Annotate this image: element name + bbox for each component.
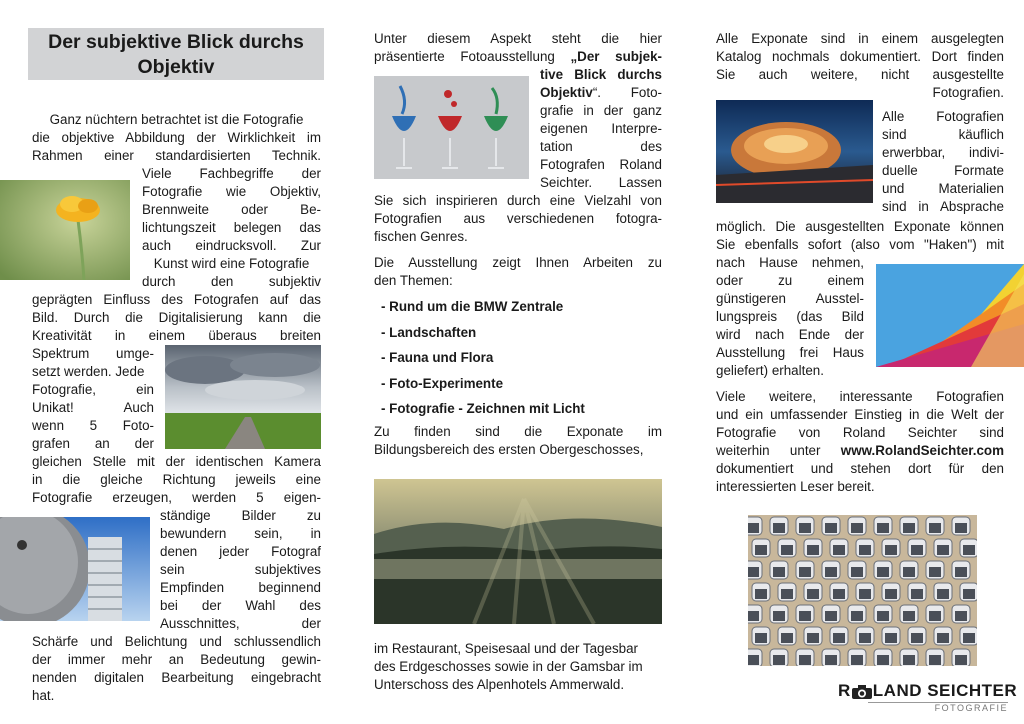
col2-text-line: Die Ausstellung zeigt Ihnen Arbeiten zu [374,255,662,270]
col2-text-line: im Restaurant, Speisesaal und der Tagesbar [374,641,638,656]
col1-text-line: Rahmen einer standardisierten Technik. [32,148,321,163]
col1-text-line: Bild. Durch die Digitalisierung kann die [32,310,321,325]
photo-bmw-welt-night [716,100,873,203]
col3-text-line: nach Hause nehmen, [716,255,864,270]
col1-text-line: setzt werden. Jede [32,364,145,379]
col1-text-line: gleichen Stelle mit der identischen Kamera [32,454,321,469]
col3-text-line: Sie auch weitere, nicht ausgestellte [716,67,1004,82]
exhibition-title: „Der subjek- [570,49,662,64]
photo-misty-forest [374,479,662,624]
col2-text-line: Fotografien aus verschiedenen fotogra- [374,211,662,226]
col1-text-line: der immer mehr an Bedeutung gewin- [32,652,321,667]
col3-text-line: möglich. Die ausgestellten Exponate können [716,219,1004,234]
col1-text-line: denen jeder Fotograf [160,544,321,559]
col1-text-line: Unikat! Auch [32,400,154,415]
col3-text-line: sind käuflich [882,127,1004,142]
col3-text-line: erwerbbar, indivi- [882,145,1004,160]
col1-text-line: durch den subjektiv [142,274,321,289]
col3-text-line: günstigeren Ausstel- [716,291,864,306]
col1-text-line: Fotografie erzeugen, werden 5 eigen- [32,490,321,505]
col3-text-line: wird nach Ende der [716,327,864,342]
theme-item: - Fauna und Flora [381,350,494,365]
col3-text-line: Fotografien. [932,85,1004,100]
col1-text-line: Brennweite oder Be- [142,202,321,217]
col3-text-line: Viele weitere, interessante Fotografien [716,389,1004,404]
col1-text-line: sein subjektives [160,562,321,577]
text-span: präsentierte Fotoausstellung [374,49,571,64]
col1-text-line: Schärfe und Belichtung und schlussendlich [32,634,321,649]
col3-text-line: Sie ebenfalls sofort (also vom "Haken") mit [716,237,1004,252]
col3-text-line: und Materialien [882,181,1004,196]
col2-text-line: des Erdgeschosses sowie in der Gamsbar im [374,659,643,674]
col3-text-line: Alle Exponate sind in einem ausgelegten [716,31,1004,46]
col1-text-line: in die gleiche Richtung jeweils eine [32,472,321,487]
col1-text-line: Spektrum umge- [32,346,154,361]
roland-seichter-logo: R LAND SEICHTER FOTOGRAFIE [838,681,1018,713]
col1-text-line: ständige Bilder zu [160,508,321,523]
website-link[interactable]: www.RolandSeichter.com [840,443,1004,458]
exhibition-title: Objektiv [540,85,593,100]
col2-text-line: Zu finden sind die Exponate im [374,424,662,439]
col3-text-line: und ein umfassender Einstieg in die Welt der [716,407,1004,422]
col3-text-line: Fotografie von Roland Seichter sind [716,425,1004,440]
col3-text-line [716,442,1004,460]
theme-item: - Landschaften [381,324,477,340]
photo-colorful-umbrella [876,264,1024,367]
col3-text-line: Ausstellung frei Haus [716,345,864,360]
col2-text-line: Unter diesem Aspekt steht die hier [374,31,662,46]
col2-text-line: tation des [540,139,662,154]
col1-text-line: wenn 5 Foto- [32,418,154,433]
photo-bmw-tower [0,517,150,621]
col2-text-line: tive Blick durchs [540,67,662,82]
col1-text-line: hat. [32,688,55,703]
col1-text-line: nenden digitalen Bearbeitung eingebracht [32,670,321,685]
col2-text-line: fischen Genres. [374,229,468,244]
col2-text-line: Seichter. Lassen [540,175,662,190]
col1-text-line: auch eindrucksvoll. Zur [142,238,321,253]
col1-text-line: Ganz nüchtern betrachtet ist die Fotografie [49,112,304,127]
col3-text-line: dokumentiert und stehen dort für den [716,461,1004,476]
col1-text-line: Ausschnittes, der [160,616,321,631]
col1-text-line: lichtungszeit belegen das [142,220,321,235]
col3-text-line: lungspreis (das Bild [716,309,864,324]
theme-item: - Fotografie - Zeichnen mit Licht [381,401,585,416]
photo-beach-chairs [748,515,977,666]
col3-text-line: interessierten Leser bereit. [716,479,875,494]
theme-item: - Rund um die BMW Zentrale [381,299,564,314]
col2-text-line: Fotografen Roland [540,157,662,172]
photo-cloudy-road [165,345,321,449]
photo-wine-glasses [374,76,529,179]
photo-yellow-flower [0,180,130,280]
col2-text-line: Sie sich inspirieren durch eine Vielzahl von [374,193,662,208]
col3-text-line: Katalog nochmals dokumentiert. Dort finden [716,49,1004,64]
col2-text-line: eigenen Interpre- [540,121,662,136]
camera-icon [852,684,872,698]
col2-text-line: grafie in der ganz [540,103,662,118]
col2-text-line: Unterschoss des Alpenhotels Ammerwald. [374,677,625,692]
col1-text-line: Kreativität in einem überaus breiten [32,328,321,343]
col1-text-line: bei der Wahl des [160,598,321,613]
col2-text-line: Bildungsbereich des ersten Obergeschosses, [374,442,644,457]
col1-text-line: Fotografie, ein [32,382,154,397]
theme-item: - Foto-Experimente [381,375,504,391]
col2-text-line: den Themen: [374,273,453,288]
col3-text-line: Alle Fotografien [882,109,1004,124]
col2-text-line [374,48,662,66]
col2-text-line [540,84,662,102]
col3-text-line: duelle Formate [882,163,1004,178]
col1-text-line: Viele Fachbegriffe der [142,166,321,181]
col1-text-line: die objektive Abbildung der Wirklichkeit im [32,130,321,145]
col1-text-line: Empfinden beginnend [160,580,321,595]
col3-text-line: sind in Absprache [882,199,1004,214]
col1-text-line: grafen an der [32,436,154,451]
page-title: Der subjektive Blick durchs Objektiv [28,28,324,80]
col3-text-line: geliefert) erhalten. [716,363,824,378]
col1-text-line: geprägten Einfluss des Fotografen auf das [32,292,321,307]
col1-text-line: Fotografie wie Objektiv, [142,184,321,199]
col1-text-line: Kunst wird eine Fotografie [153,256,310,271]
col1-text-line: bewundern sein, in [160,526,321,541]
text-span: weiterhin unter [716,443,841,458]
col3-text-line: oder zu einem [716,273,864,288]
text-span: “. Foto- [592,85,662,100]
